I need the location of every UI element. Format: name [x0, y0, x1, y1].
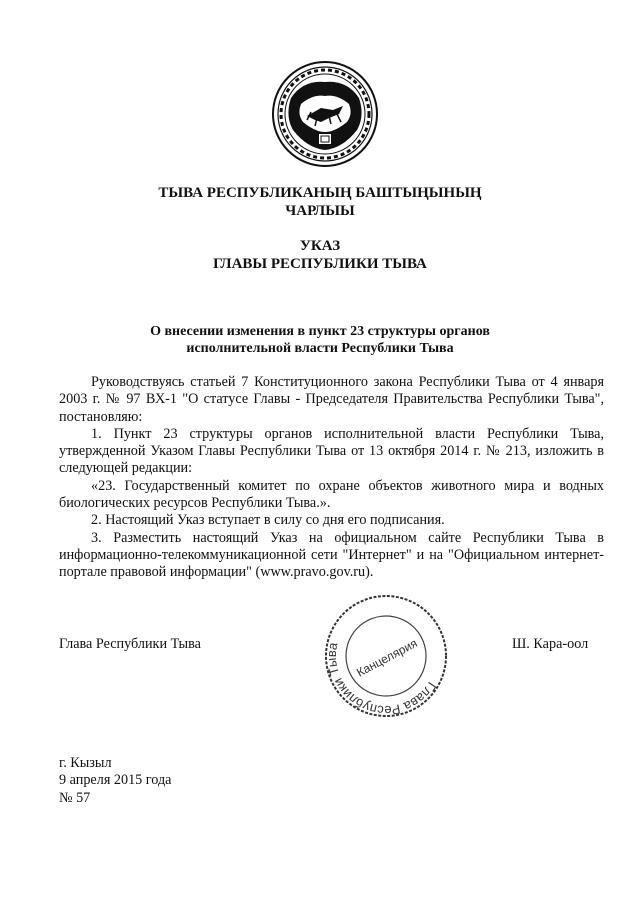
subject-line1: О внесении изменения в пункт 23 структуры органов [150, 324, 490, 339]
tuva-emblem-icon [271, 60, 379, 168]
body-paragraph-item1: 1. Пункт 23 структуры органов исполнительной власти Республики Тыва, утвержденной Указом Главы Республики Тыва от 13 октября 2014 г. № 213, изложить в следующей редакции: [59, 425, 604, 477]
doc-type-heading: УКАЗ [299, 238, 341, 254]
footer-number: № 57 [59, 789, 91, 806]
stamp-ring-text: Глава Республики Тыва [323, 641, 440, 719]
office-stamp [322, 592, 450, 720]
tuvan-title-line1: ТЫВА РЕСПУБЛИКАНЫҢ БАШТЫҢЫНЫҢ [158, 185, 482, 201]
body-paragraph-item3: 3. Разместить настоящий Указ на официальном сайте Республики Тыва в информационно-телекоммуникационной сети "Интернет" и на "Официальном интернет-портале правовой информации" (www.pravo.gov.ru). [59, 529, 604, 581]
decree-body [59, 374, 604, 582]
stamp-center-text: Канцелярия [354, 635, 420, 680]
body-paragraph-item2: 2. Настоящий Указ вступает в силу со дня его подписания. [91, 512, 445, 529]
tuvan-title-line2: ЧАРЛЫЫ [285, 203, 355, 219]
footer-city: г. Кызыл [59, 755, 112, 771]
issuer-heading: ГЛАВЫ РЕСПУБЛИКИ ТЫВА [213, 256, 427, 272]
body-paragraph-preamble: Руководствуясь статьей 7 Конституционного закона Республики Тыва от 4 января 2003 г. № 97 ВХ-1 "О статусе Главы - Председателя Правительства Республики Тыва", постановляю: [59, 374, 604, 425]
footer-date: 9 апреля 2015 года [59, 772, 172, 789]
decree-footer [59, 755, 171, 807]
subject-line2: исполнительной власти Республики Тыва [186, 341, 454, 356]
signature-position: Глава Республики Тыва [59, 636, 201, 652]
signatory-name: Ш. Кара-оол [512, 636, 589, 652]
body-paragraph-quote: «23. Государственный комитет по охране объектов животного мира и водных биологических ресурсов Республики Тыва.». [59, 477, 604, 512]
